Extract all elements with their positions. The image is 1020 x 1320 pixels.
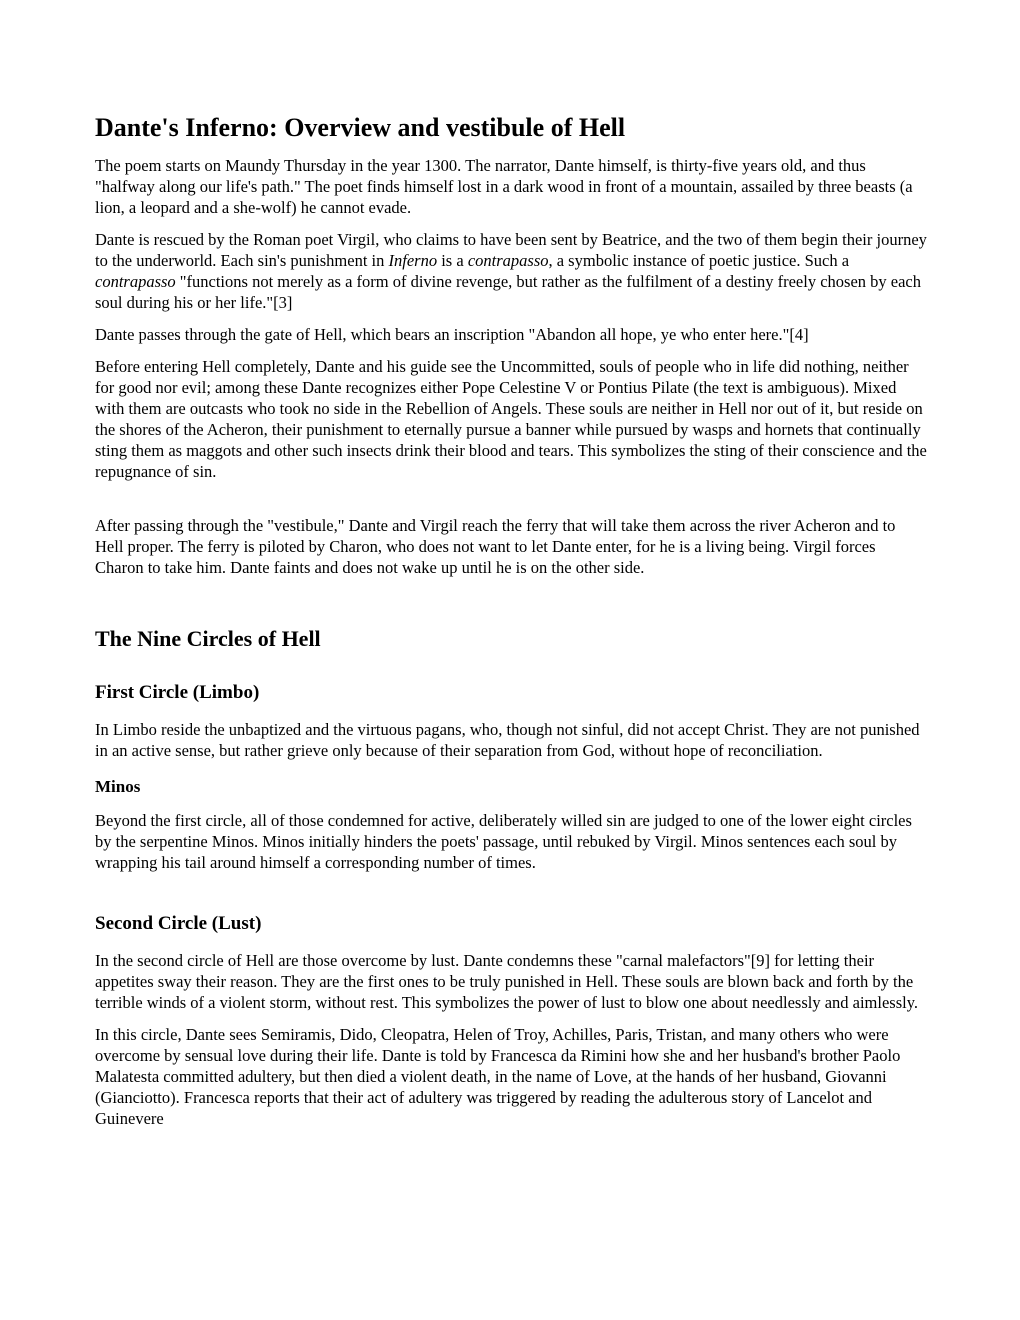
text-run: Dante is rescued by the Roman poet Virgil, who claims to have been sent by Beatrice, and the two of them begin their journey to the underworld. Each sin's punishment in xyxy=(95,230,927,271)
paragraph-limbo xyxy=(95,719,927,761)
text-run: Before entering Hell completely, Dante and his guide see the Uncommitted, souls of people who in life did nothing, neither for good nor evil; among these Dante recognizes either Pope Celestine V or Pontius Pilate (the text is ambiguous). Mixed with them are outcasts who took no side in the Rebellion of Angels. These souls are neither in Hell nor out of it, but reside on the shores of the Acheron, their punishment to eternally pursue a banner while pursued by wasps and hornets that continually sting them as maggots and other such insects drink their blood and tears. This symbolizes the sting of their conscience and the repugnance of sin. xyxy=(95,357,927,482)
paragraph-uncommitted xyxy=(95,356,927,482)
heading-first-circle: First Circle (Limbo) xyxy=(95,682,260,704)
paragraph-intro-1 xyxy=(95,155,927,218)
heading-minos: Minos xyxy=(95,777,141,797)
paragraph-vestibule xyxy=(95,515,927,578)
heading-nine-circles: The Nine Circles of Hell xyxy=(95,626,321,652)
heading-second-circle: Second Circle (Lust) xyxy=(95,913,262,935)
page-title: Dante's Inferno: Overview and vestibule of Hell xyxy=(95,113,626,142)
paragraph-intro-2 xyxy=(95,229,927,313)
text-run: In Limbo reside the unbaptized and the virtuous pagans, who, though not sinful, did not accept Christ. They are not punished in an active sense, but rather grieve only because of their separation from God, without hope of reconciliation. xyxy=(95,720,920,761)
paragraph-gate-of-hell xyxy=(95,324,927,345)
italic-text-run: Inferno xyxy=(388,251,438,271)
paragraph-lust-1 xyxy=(95,950,927,1013)
text-run: "functions not merely as a form of divine revenge, but rather as the fulfilment of a destiny freely chosen by each soul during his or her life."[3] xyxy=(95,272,921,313)
text-run: Beyond the first circle, all of those condemned for active, deliberately willed sin are judged to one of the lower eight circles by the serpentine Minos. Minos initially hinders the poets' passage, until rebuked by Virgil. Minos sentences each soul by wrapping his tail around himself a corresponding number of times. xyxy=(95,811,912,873)
text-run: The poem starts on Maundy Thursday in the year 1300. The narrator, Dante himself, is thirty-five years old, and thus "halfway along our life's path." The poet finds himself lost in a dark wood in front of a mountain, assailed by three beasts (a lion, a leopard and a she-wolf) he cannot evade. xyxy=(95,156,913,218)
text-run: After passing through the "vestibule," Dante and Virgil reach the ferry that will take them across the river Acheron and to Hell proper. The ferry is piloted by Charon, who does not want to let Dante enter, for he is a living being. Virgil forces Charon to take him. Dante faints and does not wake up until he is on the other side. xyxy=(95,516,896,578)
italic-text-run: contrapasso xyxy=(467,251,549,271)
italic-text-run: contrapasso xyxy=(95,272,176,292)
text-run: , a symbolic instance of poetic justice. Such a xyxy=(548,251,850,271)
text-run: In this circle, Dante sees Semiramis, Dido, Cleopatra, Helen of Troy, Achilles, Paris, Tristan, and many others who were overcome by sensual love during their life. Dante is told by Francesca da Rimini how she and her husband's brother Paolo Malatesta committed adultery, but then died a violent death, in the name of Love, at the hands of her husband, Giovanni (Gianciotto). Francesca reports that their act of adultery was triggered by reading the adulterous story of Lancelot and Guinevere xyxy=(95,1025,901,1129)
text-run: is a xyxy=(437,251,468,271)
text-run: Dante passes through the gate of Hell, which bears an inscription "Abandon all hope, ye who enter here."[4] xyxy=(95,325,809,345)
article-body xyxy=(95,112,927,1129)
text-run: In the second circle of Hell are those overcome by lust. Dante condemns these "carnal malefactors"[9] for letting their appetites sway their reason. They are the first ones to be truly punished in Hell. These souls are blown back and forth by the terrible winds of a violent storm, without rest. This symbolizes the power of lust to blow one about needlessly and aimlessly. xyxy=(95,951,919,1013)
paragraph-lust-2 xyxy=(95,1024,927,1129)
paragraph-minos xyxy=(95,810,927,873)
